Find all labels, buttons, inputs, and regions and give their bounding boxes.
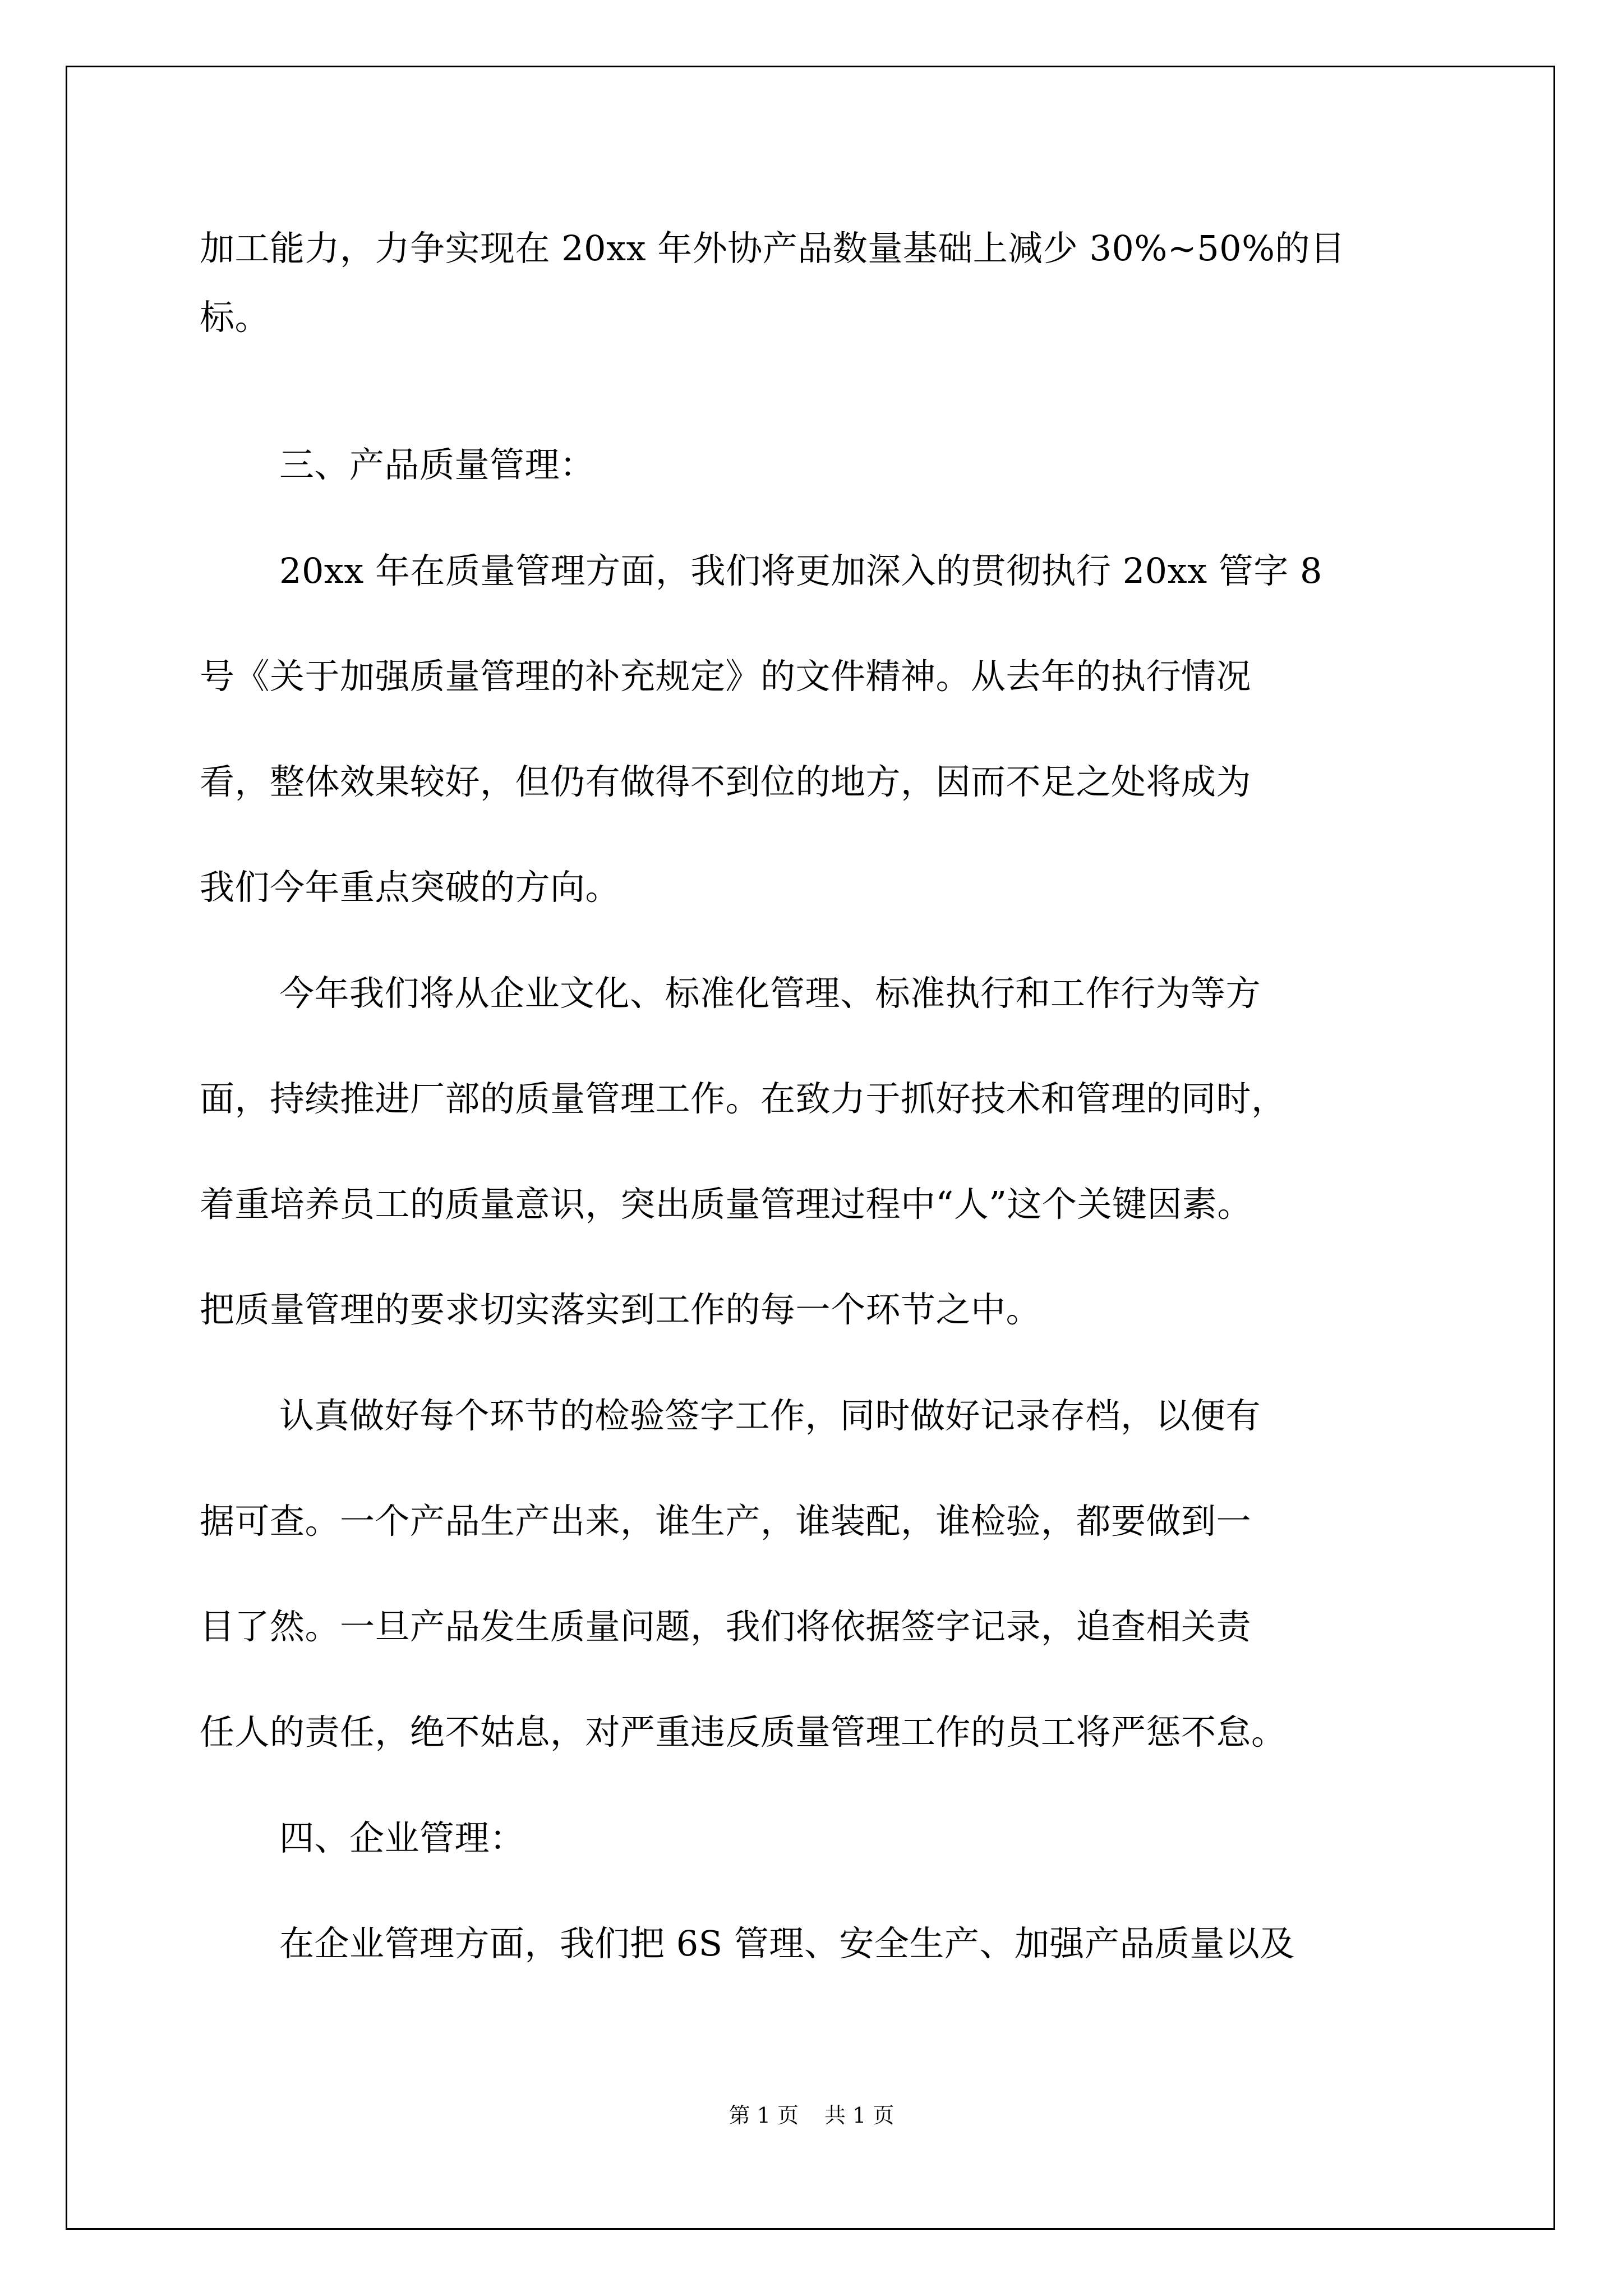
page-total: 共 1 页 — [824, 2103, 895, 2128]
page-border — [66, 66, 1555, 2230]
page-footer — [0, 2105, 1623, 2126]
paragraph-line: 着重培养员工的质量意识，突出质量管理过程中“人”这个关键因素。 — [200, 1184, 1252, 1225]
paragraph-line: 任人的责任，绝不姑息，对严重违反质量管理工作的员工将严惩不怠。 — [200, 1711, 1287, 1752]
section-heading: 四、企业管理： — [279, 1818, 525, 1858]
paragraph-line: 据可查。一个产品生产出来，谁生产，谁装配，谁检验，都要做到一 — [200, 1501, 1252, 1542]
page-number: 第 1 页 — [728, 2103, 799, 2128]
paragraph-line: 号《关于加强质量管理的补充规定》的文件精神。从去年的执行情况 — [200, 656, 1252, 697]
paragraph-line: 面，持续推进厂部的质量管理工作。在致力于抓好技术和管理的同时， — [200, 1078, 1287, 1119]
paragraph-line: 看，整体效果较好，但仍有做得不到位的地方，因而不足之处将成为 — [200, 761, 1252, 802]
paragraph-line: 认真做好每个环节的检验签字工作，同时做好记录存档，以便有 — [279, 1395, 1261, 1436]
paragraph-line: 20xx 年在质量管理方面，我们将更加深入的贯彻执行 20xx 管字 8 — [279, 550, 1322, 591]
paragraph-line: 在企业管理方面，我们把 6S 管理、安全生产、加强产品质量以及 — [279, 1923, 1295, 1964]
paragraph-line: 目了然。一旦产品发生质量问题，我们将依据签字记录，追查相关责 — [200, 1606, 1252, 1647]
paragraph-line: 今年我们将从企业文化、标准化管理、标准执行和工作行为等方 — [279, 973, 1261, 1014]
paragraph-line: 标。 — [200, 297, 270, 338]
paragraph-line: 我们今年重点突破的方向。 — [200, 867, 621, 908]
section-heading: 三、产品质量管理： — [279, 444, 595, 485]
paragraph-line: 加工能力，力争实现在 20xx 年外协产品数量基础上减少 30%~50%的目 — [200, 228, 1345, 269]
paragraph-line: 把质量管理的要求切实落实到工作的每一个环节之中。 — [200, 1289, 1041, 1330]
